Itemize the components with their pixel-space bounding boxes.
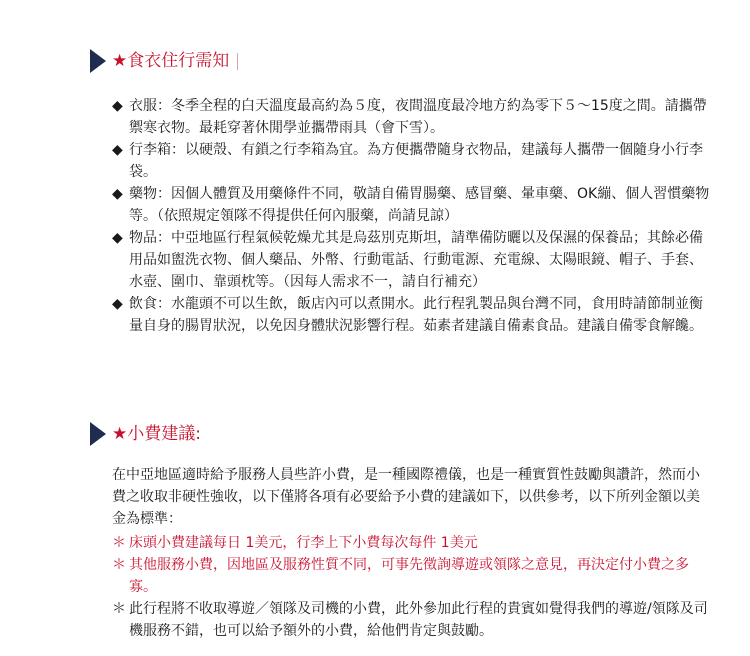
section-heading-travel-tips: [90, 48, 238, 74]
list-item: [112, 554, 712, 598]
list-item-text: 此行程將不收取導遊／領隊及司機的小費，此外參加此行程的貴賓如覺得我們的導遊/領隊及司機服務不錯，也可以給予額外的小費，給他們肯定與鼓勵。: [129, 601, 708, 639]
asterisk-bullet-icon: ＊: [112, 557, 126, 573]
list-item-text: 行李箱：以硬殼、有鎖之行李箱為宜。為方便攜帶隨身衣物品，建議每人攜帶一個隨身小行李袋。: [129, 142, 703, 180]
list-item-text: 其他服務小費，因地區及服務性質不同，可事先徵詢導遊或領隊之意見，再決定付小費之多寡。: [129, 557, 689, 595]
section-heading-tipping: [90, 421, 201, 447]
triangle-bullet-icon: [90, 422, 106, 446]
tipping-list: [112, 532, 712, 642]
section-title: ★食衣住行需知: [112, 51, 230, 71]
list-item: [112, 183, 712, 227]
tipping-intro: 在中亞地區適時給予服務人員些許小費，是一種國際禮儀，也是一種實質性鼓勵與讚許，然而小費之收取非硬性強收，以下僅將各項有必要給予小費的建議如下，以供參考，以下所列金額以美金為標準：: [112, 467, 700, 527]
triangle-bullet-icon: [90, 49, 106, 73]
asterisk-bullet-icon: ＊: [112, 601, 126, 617]
list-item-text: 飲食：水龍頭不可以生飲，飯店內可以煮開水。此行程乳製品與台灣不同，食用時請節制並衡量自身的腸胃狀況，以免因身體狀況影響行程。茹素者建議自備素食品。建議自備零食解饞。: [129, 296, 703, 334]
list-item: [112, 139, 712, 183]
diamond-bullet-icon: ◆: [112, 230, 123, 246]
list-item: [112, 227, 712, 293]
list-item-text: 物品：中亞地區行程氣候乾燥尤其是烏茲別克斯坦，請準備防曬以及保濕的保養品；其餘必備用品如盥洗衣物、個人藥品、外幣、行動電話、行動電源、充電線、太陽眼鏡、帽子、手套、水壺、圍巾、靠頭枕等。（因每人需求不一，請自行補充）: [129, 230, 703, 290]
diamond-bullet-icon: ◆: [112, 142, 123, 158]
diamond-bullet-icon: ◆: [112, 98, 123, 114]
list-item-text: 床頭小費建議每日 1美元，行李上下小費每次每件 1美元: [129, 535, 478, 551]
heading-divider: [237, 53, 238, 70]
diamond-bullet-icon: ◆: [112, 186, 123, 202]
list-item: [112, 598, 712, 642]
asterisk-bullet-icon: ＊: [112, 535, 126, 551]
list-item-text: 衣服：冬季全程的白天溫度最高約為５度，夜間溫度最冷地方約為零下５～15度之間。請攜帶禦寒衣物。最耗穿著休閒學並攜帶雨具（會下雪）。: [129, 98, 707, 136]
list-item: [112, 293, 712, 337]
section-title: ★小費建議:: [112, 424, 201, 444]
list-item: [112, 95, 712, 139]
list-item: [112, 532, 712, 554]
travel-tips-list: [112, 95, 712, 337]
list-item-text: 藥物：因個人體質及用藥條件不同，敬請自備胃腸藥、感冒藥、暈車藥、OK繃、個人習慣藥物等。（依照規定領隊不得提供任何內服藥，尚請見諒）: [129, 186, 710, 224]
diamond-bullet-icon: ◆: [112, 296, 123, 312]
